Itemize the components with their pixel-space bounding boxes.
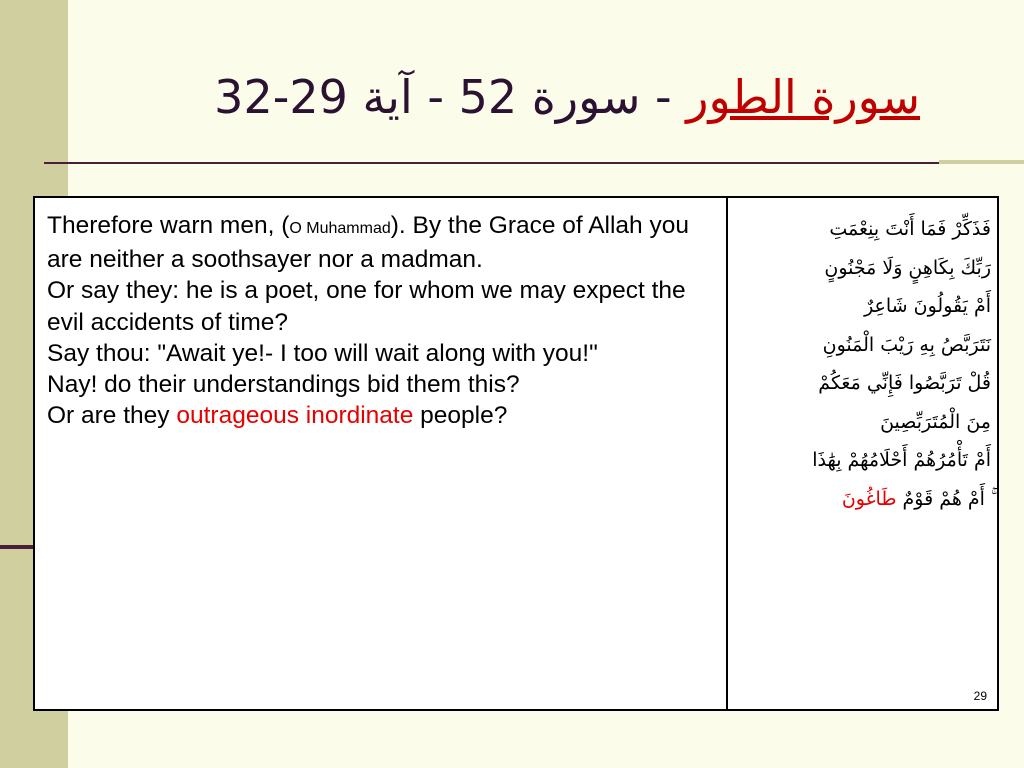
arabic-line-2: رَبِّكَ بِكَاهِنٍ وَلَا مَجْنُونٍ <box>824 256 991 279</box>
title-divider-tail <box>939 160 1024 164</box>
title-rest: - سورة 52 - آية 29-32 <box>214 70 687 124</box>
surah-link[interactable]: سورة الطور <box>686 70 920 124</box>
translation-paragraph-4: Nay! do their understandings bid them this? <box>47 371 520 399</box>
slide-title <box>120 62 920 132</box>
slide-number: 29 <box>973 689 987 703</box>
arabic-line-4: نَتَرَبَّصُ بِهِ رَيْبَ الْمَنُونِ <box>822 333 991 356</box>
translation-paragraph-1: Therefore warn men, (O Muhammad). By the Grace of Allah you are neither a soothsayer nor a madman. <box>47 212 689 274</box>
translation-paragraph-3: Say thou: "Await ye!- I too will wait along with you!" <box>47 339 598 367</box>
arabic-text-cell <box>737 210 991 518</box>
content-table <box>33 196 999 711</box>
translation-paragraph-2: Or say they: he is a poet, one for whom we may expect the evil accidents of time? <box>47 277 686 336</box>
arabic-line-8: ۚ أَمْ هُمْ قَوْمٌ طَاغُونَ <box>841 487 991 510</box>
translation-paragraph-5: Or are they outrageous inordinate people? <box>47 402 508 430</box>
arabic-line-5: قُلْ تَرَبَّصُوا فَإِنِّي مَعَكُمْ <box>818 372 991 394</box>
arabic-line-3: أَمْ يَقُولُونَ شَاعِرٌ <box>864 295 991 317</box>
arabic-line-7: أَمْ تَأْمُرُهُمْ أَحْلَامُهُمْ بِهَٰذَا <box>812 449 991 471</box>
title-divider <box>44 162 939 164</box>
muhammad-note: O Muhammad <box>289 220 391 237</box>
highlighted-phrase: outrageous inordinate <box>176 402 414 430</box>
english-translation-cell <box>47 210 715 431</box>
column-divider <box>726 198 728 709</box>
arabic-highlighted-word: طَاغُونَ <box>841 487 897 510</box>
arabic-line-1: فَذَكِّرْ فَمَا أَنْتَ بِنِعْمَتِ <box>829 218 991 240</box>
arabic-line-6: مِنَ الْمُتَرَبِّصِينَ <box>880 410 991 433</box>
